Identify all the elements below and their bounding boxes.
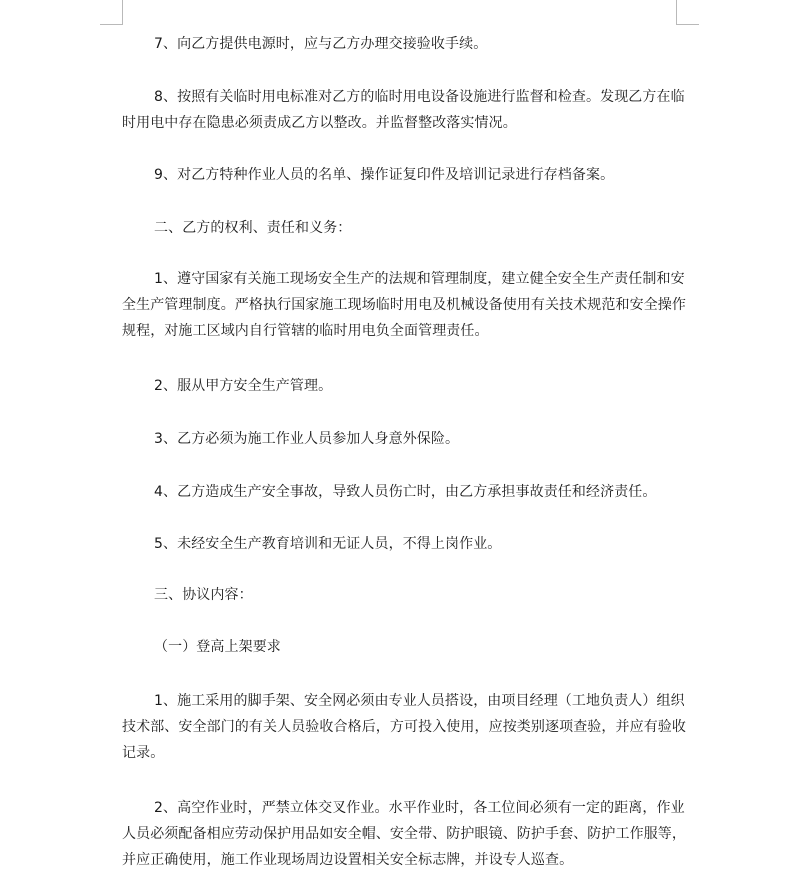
- paragraph-9-records: [122, 162, 682, 188]
- paragraph-b4-accidents: [122, 479, 682, 505]
- paragraph-b1-compliance: [122, 266, 686, 344]
- section-heading-party-b-rights: [122, 215, 682, 241]
- paragraph-b3-insurance: [122, 426, 682, 452]
- paragraph-b5-training: [122, 531, 682, 557]
- paragraph-line: 记录。: [122, 745, 165, 761]
- section-heading-agreement-content: [122, 582, 682, 608]
- paragraph-line: 5、未经安全生产教育培训和无证人员，不得上岗作业。: [154, 536, 502, 552]
- paragraph-line: 7、向乙方提供电源时，应与乙方办理交接验收手续。: [154, 36, 488, 52]
- crop-mark-top-left: [100, 0, 123, 25]
- subsection-heading-climbing: [122, 634, 682, 660]
- paragraph-line: 人员必须配备相应劳动保护用品如安全帽、安全带、防护眼镜、防护手套、防护工作服等，: [122, 826, 686, 842]
- paragraph-line: 3、乙方必须为施工作业人员参加人身意外保险。: [154, 431, 460, 447]
- paragraph-line: 技术部、安全部门的有关人员验收合格后，方可投入使用，应按类别逐项查验，并应有验收: [122, 719, 686, 735]
- paragraph-line: 并应正确使用，施工作业现场周边设置相关安全标志牌，并设专人巡查。: [122, 852, 574, 868]
- paragraph-line: 2、服从甲方安全生产管理。: [154, 378, 333, 394]
- paragraph-line: 1、施工采用的脚手架、安全网必须由专业人员搭设，由项目经理（工地负责人）组织: [154, 693, 685, 709]
- paragraph-line: 1、遵守国家有关施工现场安全生产的法规和管理制度，建立健全安全生产责任制和安: [154, 271, 685, 287]
- paragraph-line: 2、高空作业时，严禁立体交叉作业。水平作业时，各工位间必须有一定的距离，作业: [154, 800, 685, 816]
- paragraph-8-supervision: [122, 84, 685, 136]
- paragraph-line: （一）登高上架要求: [154, 639, 281, 655]
- paragraph-c1-scaffolding: [122, 688, 686, 766]
- crop-mark-top-right: [676, 0, 699, 25]
- paragraph-line: 9、对乙方特种作业人员的名单、操作证复印件及培训记录进行存档备案。: [154, 167, 615, 183]
- paragraph-b2-obey: [122, 373, 682, 399]
- paragraph-line: 规程，对施工区域内自行管辖的临时用电负全面管理责任。: [122, 323, 489, 339]
- paragraph-7-power-handover: [122, 31, 682, 57]
- paragraph-line: 8、按照有关临时用电标准对乙方的临时用电设备设施进行监督和检查。发现乙方在临: [154, 89, 685, 105]
- paragraph-c2-high-altitude: [122, 795, 686, 873]
- paragraph-line: 时用电中存在隐患必须责成乙方以整改。并监督整改落实情况。: [122, 115, 517, 131]
- paragraph-line: 全生产管理制度。严格执行国家施工现场临时用电及机械设备使用有关技术规范和安全操作: [122, 297, 686, 313]
- paragraph-line: 三、协议内容：: [154, 587, 253, 603]
- paragraph-line: 二、乙方的权利、责任和义务：: [154, 220, 352, 236]
- paragraph-line: 4、乙方造成生产安全事故，导致人员伤亡时，由乙方承担事故责任和经济责任。: [154, 484, 657, 500]
